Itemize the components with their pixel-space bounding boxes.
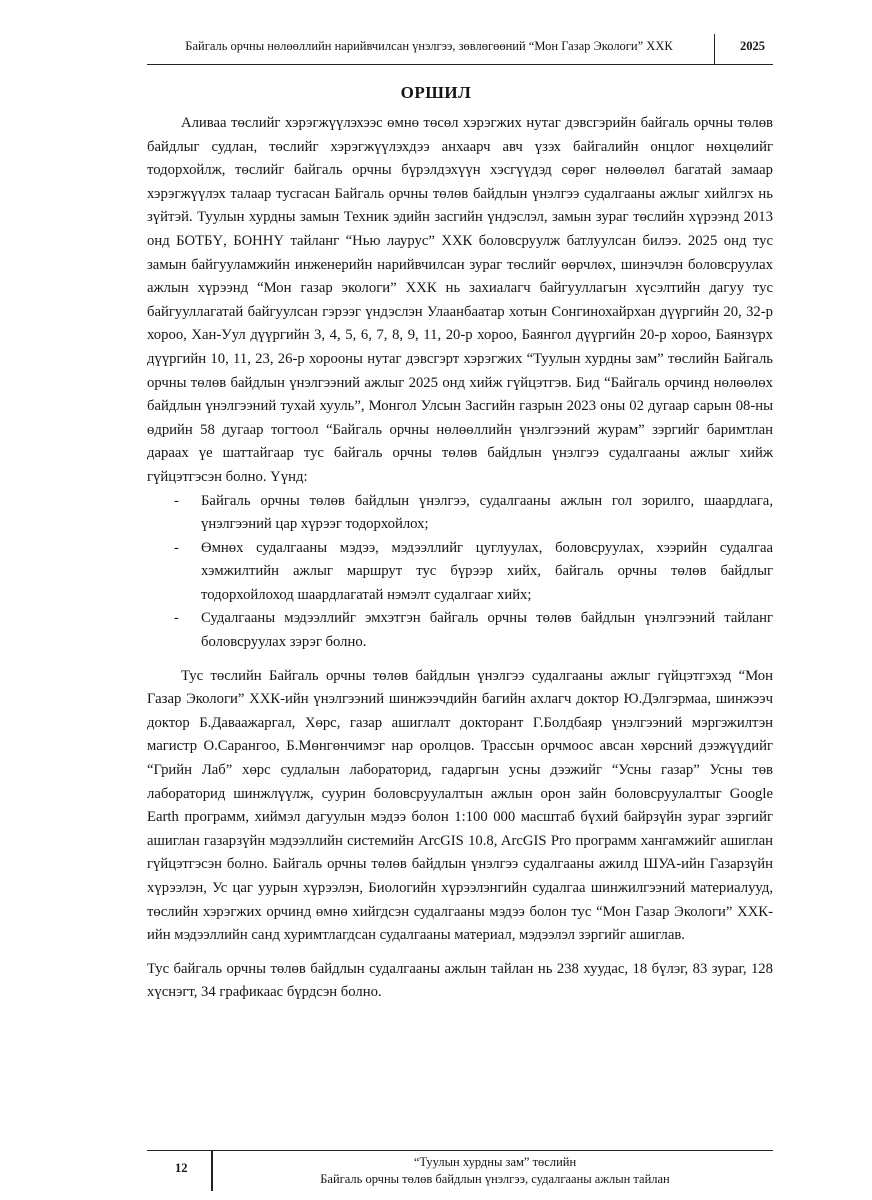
footer-divider — [211, 1151, 213, 1191]
bullet-dash: - — [174, 539, 179, 556]
list-item — [147, 537, 773, 608]
header-divider — [714, 34, 716, 64]
footer-line-project: “Туулын хурдны зам” төслийн — [413, 1155, 577, 1169]
header-title: Байгаль орчны нөлөөллийн нарийвчилсан үнэлгээ, зөвлөгөөний “Мон Газар Экологи” ХХК — [185, 39, 673, 53]
page-number: 12 — [175, 1161, 188, 1175]
list-item — [147, 607, 773, 654]
page-header — [147, 30, 773, 65]
team-paragraph: Тус төслийн Байгаль орчны төлөв байдлын үнэлгээ судалгааны ажлыг гүйцэтгэхэд “Мон Газар Экологи” ХХК-ийн үнэлгээний шинжээчдийн багийн ахлагч доктор Ю.Дэлгэрмаа, шинжээч доктор Б.Даваажаргал, Хөрс, газар ашиглалт докторант Г.Болдбаяр үнэлгээний мэргэжилтэн магистр О.Сарангоо, Б.Мөнгөнчимэг нар оролцов. Трассын орчмоос авсан хөрсний дээжүүдийг “Грийн Лаб” хөрс судлалын лабораторид, гадаргын усны дээжийг “Усны газар” Усны төв лабораторид шинжлүүлж, суурин боловсруулалтын ажлын орон зайн боловсруулалтыг Google Earth программ, хиймэл дагуулын мэдээ болон 1:100 000 масштаб бүхий байрзүйн зураг зэргийг ашиглан газарзүйн мэдээллийн системийн ArcGIS 10.8, ArcGIS Pro программ хангамжийг ашиглан гүйцэтгэсэн болно. Байгаль орчны төлөв байдлын үнэлгээ судалгааны ажилд ШУА-ийн Газарзүйн хүрээлэн, Ус цаг уурын хүрээлэн, Биологийн хүрээлэнгийн судалгаа шинжилгээний материалууд, төслийн хэрэгжих орчинд өмнө хийгдсэн судалгааны мэдээ болон тус “Мон Газар Экологи” ХХК-ийн мэдээллийн санд хуримтлагдсан судалгааны материал, мэдээлэл зэргийг ашиглав. — [147, 667, 773, 944]
list-item-text: Өмнөх судалгааны мэдээ, мэдээллийг цуглуулах, боловсруулах, хээрийн судалгаа хэмжилтийн ажлыг маршрут тус бүрээр хийх, байгаль орчны төлөв байдлыг тодорхойлоход шаардлагатай нэмэлт судалгааг хийх; — [201, 539, 773, 603]
bullet-dash: - — [174, 492, 179, 509]
bullet-dash: - — [174, 610, 179, 627]
document-body — [147, 112, 773, 1005]
list-item-text: Судалгааны мэдээллийг эмхэтгэн байгаль орчны төлөв байдлын үнэлгээний тайланг боловсруулах зэрэг болно. — [201, 610, 773, 651]
stages-list — [147, 490, 773, 655]
list-item — [147, 490, 773, 537]
list-item-text: Байгаль орчны төлөв байдлын үнэлгээ, судалгааны ажлын гол зорилго, шаардлага, үнэлгээний цар хүрээг тодорхойлох; — [201, 492, 773, 533]
intro-paragraph: Аливаа төслийг хэрэгжүүлэхээс өмнө төсөл хэрэгжих нутаг дэвсгэрийн байгаль орчны төлөв байдлыг судлан, төслийг хэрэгжүүлэхдээ анхаарч авч үзэх байгалийн онцлог нөхцөлийг тодорхойлж, төслийг байгаль орчны бүрэлдэхүүн хэсгүүдэд сөрөг нөлөөлөл багатай замаар хэрэгжүүлэх талаар тусгасан Байгаль орчны төлөв байдлын үнэлгээ судалгааны ажлыг хийлгэх нь зүйтэй. Туулын хурдны замын Техник эдийн засгийн үндэслэл, замын зураг төслийн хүрээнд 2013 онд БОТБҮ, БОННҮ тайланг “Нью лаурус” ХХК боловсруулж батлуулсан билээ. 2025 онд тус замын байгууламжийн инженерийн нарийвчилсан зураг төслийг өөрчлөх, шинэчлэн боловсруулах ажлын хүрээнд “Мон газар экологи” ХХК нь захиалагч байгууллагын хүсэлтийн дагуу тус байгууллагатай байгуулсан гэрээг үндэслэн Улаанбаатар хотын Сонгинохайрхан дүүргийн 20, 32-р хороо, Хан-Уул дүүргийн 3, 4, 5, 6, 7, 8, 9, 11, 20-р хороо, Баянгол дүүргийн 20-р хороо, Баянзүрх дүүргийн 10, 11, 23, 26-р хорооны нутаг дэвсгэрт хэрэгжих “Туулын хурдны зам” төслийн Байгаль орчны төлөв байдлын үнэлгээний ажлыг 2025 онд хийж гүйцэтгэв. Бид “Байгаль орчинд нөлөөлөх байдлын үнэлгээний тухай хууль”, Монгол Улсын Засгийн газрын 2023 оны 02 дугаар сарын 08-ны өдрийн 58 дугаар тогтоол “Байгаль орчны нөлөөллийн үнэлгээний журам” зэргийг баримтлан дараах үе шаттайгаар тус байгаль орчны төлөв байдлын үнэлгээ судалгааны ажлыг хийж гүйцэтгэсэн болно. Үүнд: — [147, 115, 773, 485]
footer-text — [217, 1154, 773, 1188]
page-footer — [147, 1150, 773, 1195]
header-year: 2025 — [740, 39, 765, 53]
page-title: ОРШИЛ — [400, 83, 472, 102]
footer-line-report: Байгаль орчны төлөв байдлын үнэлгээ, судалгааны ажлын тайлан — [320, 1172, 670, 1186]
report-summary-paragraph: Тус байгаль орчны төлөв байдлын судалгааны ажлын тайлан нь 238 хуудас, 18 бүлэг, 83 зураг, 128 хүснэгт, 34 графикаас бүрдсэн болно. — [147, 960, 773, 1001]
